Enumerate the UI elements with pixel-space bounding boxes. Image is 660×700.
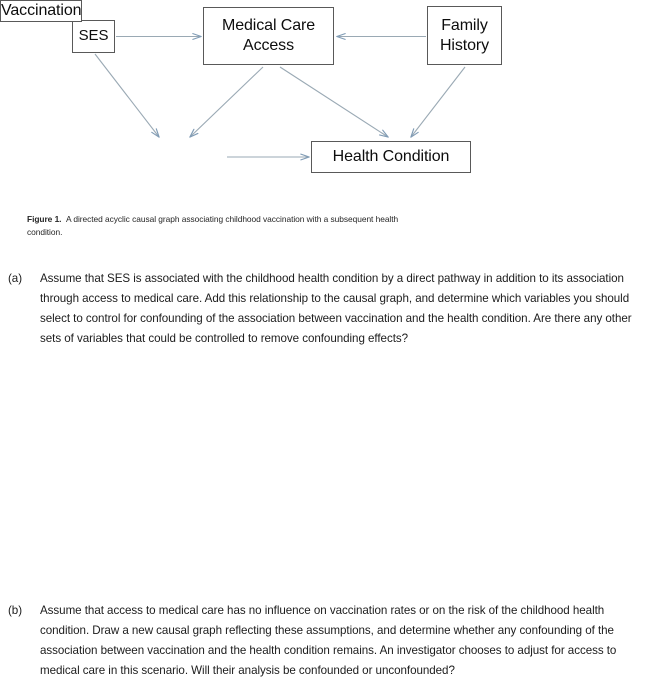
question-a-text: Assume that SES is associated with the childhood health condition by a direct pathway in addition to its association through access to medical care. Add this relationship to the causal graph, and determine which variables you should select to control for confounding of the association between vaccination and the health condition. Are there any other sets of variables that could be controlled to remove confounding effects? xyxy=(40,272,632,345)
question-b-text: Assume that access to medical care has no influence on vaccination rates or on the risk of the childhood health condition. Draw a new causal graph reflecting these assumptions, and determine whether any confounding of the association between vaccination and the health condition remains. An investigator chooses to adjust for access to medical care in this scenario. Will their analysis be confounded or unconfounded? xyxy=(40,604,617,677)
dag-node-vaccination: Vaccination xyxy=(0,0,82,22)
question-b xyxy=(8,601,644,681)
figure-caption xyxy=(27,213,427,239)
edge-medical-care-access-to-vaccination xyxy=(190,67,263,137)
question-b-marker: (b) xyxy=(8,604,23,617)
dag-node-health-condition: Health Condition xyxy=(311,141,471,173)
dag-node-medical-care-access: Medical Care Access xyxy=(203,7,334,65)
question-a-marker: (a) xyxy=(8,272,23,285)
figure-caption-label: Figure 1. xyxy=(27,214,67,224)
question-a xyxy=(8,269,644,349)
dag-node-family-history: Family History xyxy=(427,6,502,65)
edge-family-history-to-health-condition xyxy=(411,67,465,137)
dag-node-ses: SES xyxy=(72,20,115,53)
edge-ses-to-vaccination xyxy=(95,54,159,137)
figure-caption-text: A directed acyclic causal graph associating childhood vaccination with a subsequent health condition. xyxy=(27,214,399,238)
edge-medical-care-access-to-health-condition xyxy=(280,67,388,137)
causal-dag-figure xyxy=(0,0,660,195)
